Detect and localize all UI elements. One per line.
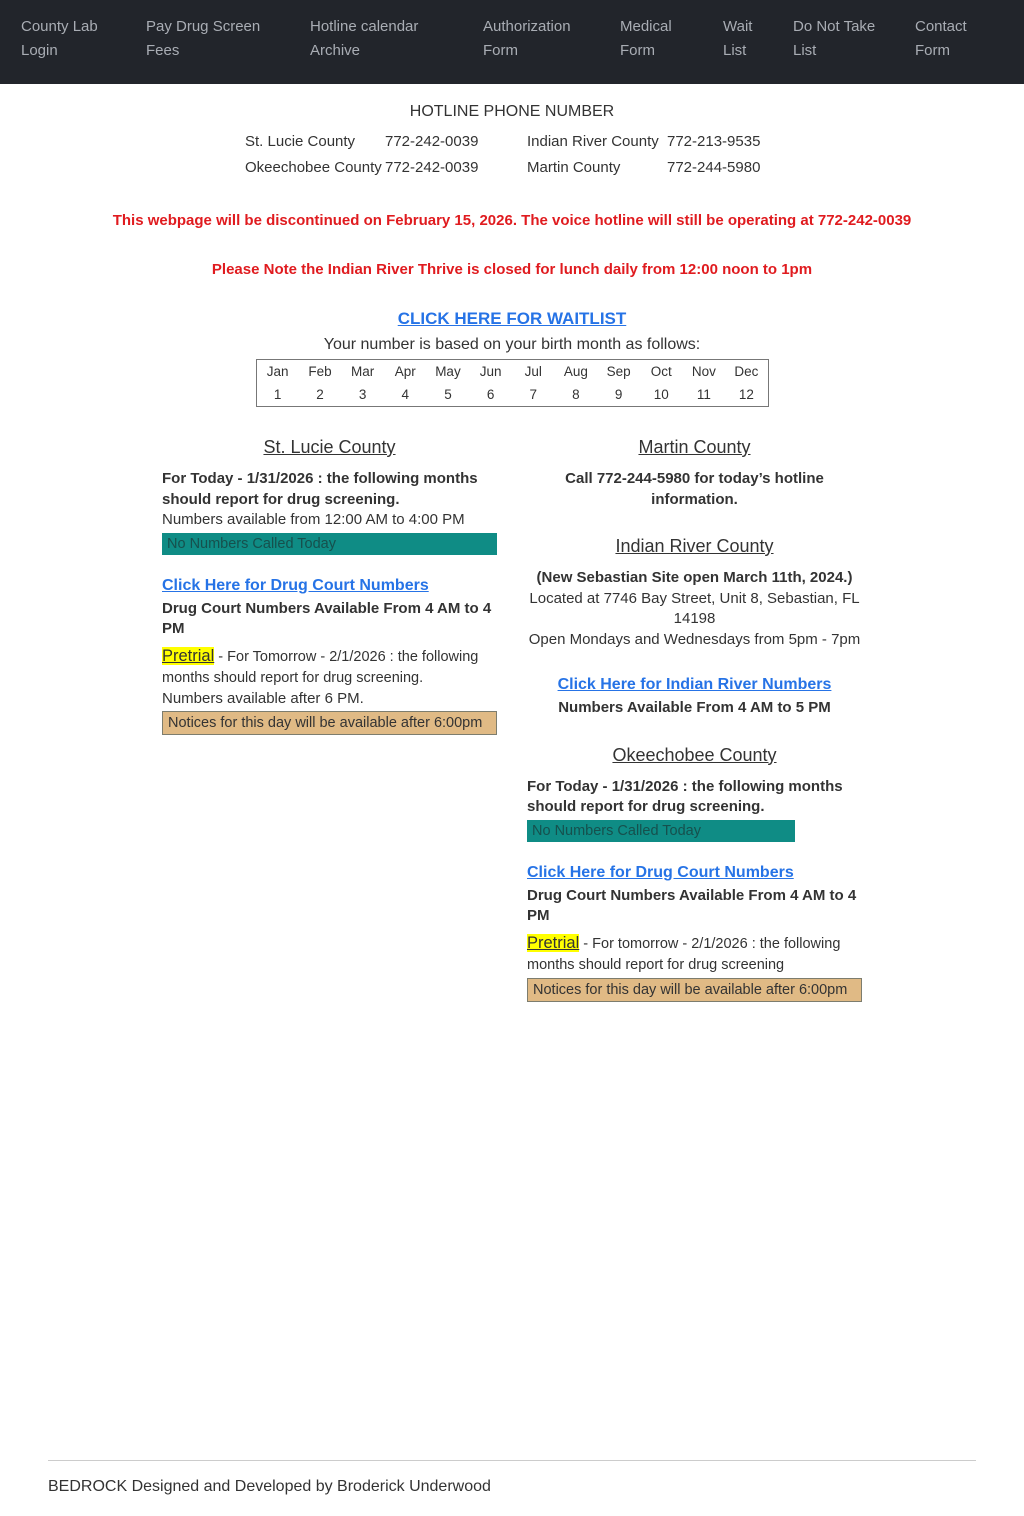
nav-item-pay-drug-screen-fees[interactable]: Pay Drug Screen Fees [146, 18, 261, 59]
indian-river-numbers-link[interactable]: Click Here for Indian River Numbers [557, 676, 832, 693]
county-section-right [527, 437, 862, 1002]
month-number-cell: 1 [273, 387, 282, 402]
hotline-county-name: Indian River County [527, 133, 659, 150]
st-lucie-title: St. Lucie County [263, 437, 396, 457]
indian-river-title: Indian River County [615, 536, 774, 556]
nav-item-wait-list[interactable]: Wait List [723, 18, 753, 59]
st-lucie-today-text: For Today - 1/31/2026 : the following months should report for drug screening. [162, 470, 478, 508]
st-lucie-pretrial-text [162, 646, 497, 689]
st-lucie-drug-court-avail: Drug Court Numbers Available From 4 AM to 4 PM [162, 599, 492, 637]
pretrial-highlight: Pretrial [162, 646, 215, 665]
hotline-county-name: St. Lucie County [245, 133, 356, 150]
month-cell: Mar [351, 364, 375, 379]
okeechobee-no-numbers-banner: No Numbers Called Today [527, 820, 795, 842]
county-columns [162, 437, 862, 1002]
footer-credit-text: BEDROCK Designed and Developed by Broderick Underwood [48, 1478, 491, 1495]
county-section-martin [527, 437, 862, 510]
st-lucie-no-numbers-banner: No Numbers Called Today [162, 533, 497, 555]
main-content [0, 84, 1024, 1002]
martin-info-text: Call 772-244-5980 for today’s hotline information. [565, 470, 824, 508]
hotline-phone-number: 772-213-9535 [667, 133, 761, 150]
birth-month-caption: Your number is based on your birth month as follows: [323, 336, 701, 353]
indian-river-hours-text: Open Mondays and Wednesdays from 5pm - 7pm [528, 630, 861, 648]
month-cell: Jan [266, 364, 289, 379]
hotline-county-name: Okeechobee County [245, 159, 382, 176]
nav-item-hotline-calendar-archive[interactable]: Hotline calendar Archive [310, 18, 419, 59]
month-number-cell: 10 [653, 387, 669, 402]
month-number-cell: 8 [572, 387, 580, 402]
month-number-cell: 3 [358, 387, 367, 402]
okeechobee-title: Okeechobee County [612, 744, 777, 765]
okeechobee-drug-court-link[interactable]: Click Here for Drug Court Numbers [527, 863, 794, 881]
month-number-cell: 6 [486, 387, 495, 402]
month-cell: May [435, 364, 461, 379]
county-section-indian-river [527, 536, 862, 719]
st-lucie-drug-court-link[interactable]: Click Here for Drug Court Numbers [162, 576, 429, 594]
pretrial-rest: - For tomorrow - 2/1/2026 : the following months should report for drug screening [527, 935, 841, 973]
month-cell: Aug [563, 364, 588, 379]
top-nav-bar [0, 0, 1024, 84]
month-cell: Apr [394, 364, 416, 379]
month-cell: Jul [524, 364, 542, 379]
nav-item-contact-form[interactable]: Contact Form [915, 18, 967, 59]
martin-title: Martin County [638, 437, 751, 457]
month-number-cell: 5 [444, 387, 452, 402]
month-cell: Dec [734, 364, 759, 379]
indian-river-new-site-text: (New Sebastian Site open March 11th, 2024.) [536, 569, 853, 586]
hotline-county-name: Martin County [527, 159, 621, 176]
month-number-cell: 12 [738, 387, 754, 402]
hotline-row [245, 129, 779, 155]
hotline-title: HOTLINE PHONE NUMBER [409, 103, 615, 120]
hotline-phone-table [245, 129, 779, 181]
st-lucie-notices-banner: Notices for this day will be available after 6:00pm [162, 711, 497, 735]
month-number-cell: 9 [614, 387, 623, 402]
month-number-cell: 2 [316, 387, 324, 402]
month-names-row [256, 360, 768, 384]
hotline-phone-number: 772-244-5980 [667, 159, 761, 176]
month-cell: Feb [308, 364, 332, 379]
month-cell: Jun [479, 364, 502, 379]
okeechobee-pretrial-text [527, 933, 862, 976]
month-number-cell: 4 [401, 387, 410, 402]
nav-item-authorization-form[interactable]: Authorization Form [483, 18, 571, 59]
pretrial-rest: - For Tomorrow - 2/1/2026 : the following months should report for drug screening. [162, 648, 479, 686]
indian-river-avail-text: Numbers Available From 4 AM to 5 PM [558, 699, 831, 716]
county-section-st-lucie [162, 437, 497, 1002]
indian-river-address-text: Located at 7746 Bay Street, Unit 8, Sebastian, FL 14198 [529, 589, 860, 627]
okeechobee-notices-banner: Notices for this day will be available after 6:00pm [527, 978, 862, 1002]
month-cell: Sep [606, 364, 631, 379]
month-number-cell: 11 [696, 387, 711, 402]
birth-month-table [256, 359, 769, 407]
month-number-cell: 7 [529, 387, 538, 402]
st-lucie-after-six-text: Numbers available after 6 PM. [162, 689, 364, 707]
okeechobee-drug-court-avail: Drug Court Numbers Available From 4 AM to 4 PM [527, 886, 857, 924]
discontinuation-notice: This webpage will be discontinued on February 15, 2026. The voice hotline will still be operating at 772-242-0039 [112, 212, 912, 229]
county-section-okeechobee [527, 745, 862, 1002]
month-numbers-row [256, 383, 768, 407]
month-cell: Nov [691, 364, 716, 379]
nav-item-county-lab-login[interactable]: County Lab Login [21, 18, 98, 59]
hotline-phone-number: 772-242-0039 [385, 159, 479, 176]
hotline-phone-number: 772-242-0039 [385, 133, 479, 150]
nav-item-medical-form[interactable]: Medical Form [620, 18, 672, 59]
hotline-row [245, 155, 779, 181]
st-lucie-avail-text: Numbers available from 12:00 AM to 4:00 PM [162, 511, 465, 528]
month-cell: Oct [650, 364, 672, 379]
footer [48, 1460, 976, 1496]
waitlist-link[interactable]: CLICK HERE FOR WAITLIST [397, 309, 627, 328]
okeechobee-today-text: For Today - 1/31/2026 : the following months should report for drug screening. [527, 777, 843, 815]
lunch-closure-notice: Please Note the Indian River Thrive is closed for lunch daily from 12:00 noon to 1pm [211, 261, 813, 278]
nav-item-do-not-take-list[interactable]: Do Not Take List [793, 18, 876, 59]
pretrial-highlight: Pretrial [527, 933, 580, 952]
